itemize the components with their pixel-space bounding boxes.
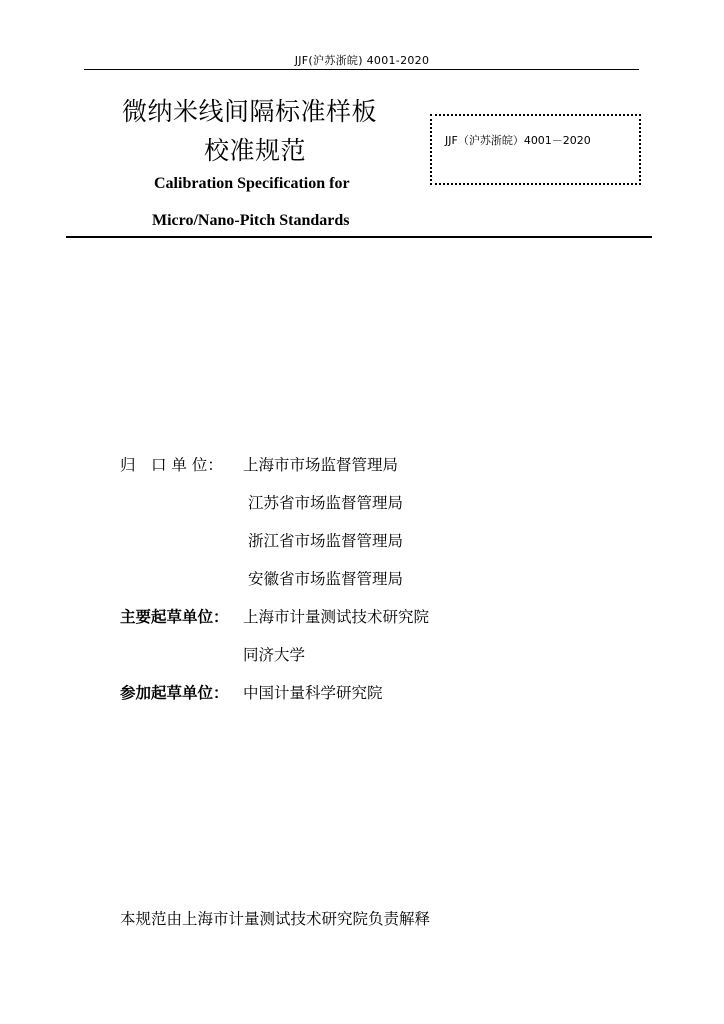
title-divider	[66, 236, 652, 238]
code-box	[430, 114, 641, 185]
header-divider	[84, 69, 639, 70]
main-drafting-unit-label: 主要起草单位：	[120, 608, 229, 626]
responsible-unit-2: 江苏省市场监督管理局	[248, 494, 404, 512]
responsible-unit-4: 安徽省市场监督管理局	[248, 570, 404, 588]
responsible-unit-3: 浙江省市场监督管理局	[248, 532, 404, 550]
main-drafting-unit-2: 同济大学	[243, 646, 306, 664]
title-chinese-line-1: 微纳米线间隔标准样板	[122, 97, 378, 126]
main-drafting-unit-1: 上海市计量测试技术研究院	[243, 608, 430, 626]
responsible-unit-label: 归 口 单 位：	[120, 456, 223, 474]
title-english-line-1: Calibration Specification for	[154, 175, 350, 192]
code-box-text: JJF（沪苏浙皖）4001－2020	[445, 134, 591, 147]
header-code: JJF(沪苏浙皖) 4001-2020	[294, 54, 430, 67]
participating-drafting-unit-1: 中国计量科学研究院	[243, 684, 383, 702]
title-english-line-2: Micro/Nano-Pitch Standards	[152, 212, 350, 229]
title-chinese-line-2: 校准规范	[204, 136, 307, 165]
footer-interpretation-note: 本规范由上海市计量测试技术研究院负责解释	[120, 910, 431, 928]
responsible-unit-1: 上海市市场监督管理局	[243, 456, 399, 474]
participating-drafting-unit-label: 参加起草单位：	[120, 684, 229, 702]
